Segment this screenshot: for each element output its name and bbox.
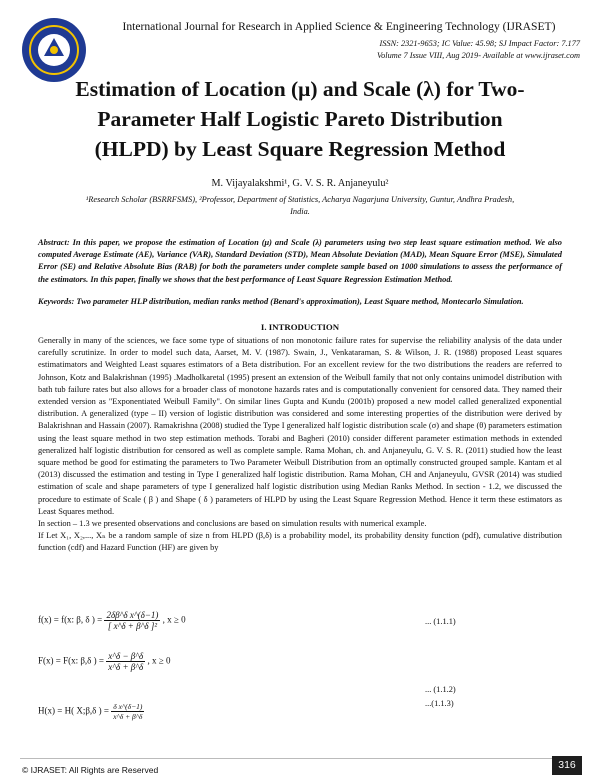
pdf-fraction xyxy=(104,610,160,631)
keywords xyxy=(38,296,562,308)
affiliation-line: India. xyxy=(290,207,310,216)
pdf-equation xyxy=(38,610,186,631)
body-paragraph: Generally in many of the sciences, we face some type of situations of non monotonic failure rates for supervise the reliability analysis of the data under carefully scrutinize. In order to model such data, Aarset, M. V. (1987). Swain, J., Venkataraman, S. & Wilson, J. R. (1988) proposed Least squares estimatimators and Weighted Least squares estimators of a Beta distribution. For an excellent review for the two distributions the readers are referred to Johnson, Kotz and Balakrishnan (1995) .Madholkaretal (1995) present an extension of the Weibull family that not only contains unimodel distribution with bath tub failure rates but also allows for a broader class of monotone hazards rates and is computationally convenient for censored data. They named their extended version as "Exponentiated Weibull Family". On similar lines Gupta and Kundu (2001b) proposed a new model called generalized exponential distribution. A generalized (type – II) version of logistic distribution was considered and some interesting properties of the distribution were derived by Balakrishnan and Hassain (2007). Ramakrishna (2008) studied the Type I generalized half logistic distribution scale (σ) and shape (θ) parameters estimation using the least square method in two step estimation methods. Torabi and Bagheri (2010) consider different parameter estimation methods in extended generalized half logistic distribution for censored as well as complete sample. Rama Mohan, ch. and Anjaneyulu, G. V. S. R. (2011) studied how the least square method be good for estimating the parameters to Two Parameter Weibull Distribution from an optimally constructed grouped sample. Kantam et al (2013) discussed the estimation and testing in Type I generalized half logistic distribution. Rama Mohan, CH and Anjaneyulu, GVSR (2014) was studied estimation of scale and shape parameters of type I generalized half logistic distribution using Median Ranks Method. In section - 1.2, we discussed the procedure to estimate of Scale ( β ) and Shape ( δ ) parameters of HLPD by using the Least Square Regression Method. Hence it term these estimators as Least Squares method. xyxy=(38,336,562,516)
paper-title xyxy=(30,74,570,164)
copyright: © IJRASET: All Rights are Reserved xyxy=(22,765,159,775)
page-number: 316 xyxy=(552,756,582,775)
cdf-condition: , x ≥ 0 xyxy=(147,655,171,666)
journal-name: International Journal for Research in Applied Science & Engineering Technology (IJRASET) xyxy=(122,20,556,33)
cdf-denominator: x^δ + β^δ xyxy=(108,662,144,672)
pdf-denominator: [ x^δ + β^δ ]² xyxy=(107,621,158,631)
abstract-label: Abstract: xyxy=(38,238,70,247)
hf-denominator: x^δ + β^δ xyxy=(113,712,143,721)
title-line: (HLPD) by Least Square Regression Method xyxy=(94,137,506,161)
footer-divider xyxy=(20,758,580,759)
authors: M. Vijayalakshmi¹, G. V. S. R. Anjaneyulu² xyxy=(211,178,389,189)
affiliation-line: ¹Research Scholar (BSRRFSMS), ²Professor, Department of Statistics, Acharya Nagarjuna University, Guntur, Andhra Pradesh, xyxy=(85,195,515,204)
equation-number: ... (1.1.1) xyxy=(425,617,456,626)
body-text xyxy=(38,335,562,555)
hf-lhs: H(x) = H( X;β,δ ) = xyxy=(38,705,109,716)
pdf-lhs: f(x) = f(x: β, δ ) = xyxy=(38,614,103,625)
body-paragraph: If Let X₁, X₂,..., Xₙ be a random sample of size n from HLPD (β,δ) is a probability model, its probability density function (pdf), cumulative distribution function (cdf) and Hazard Function (HF) are given by xyxy=(38,531,562,553)
title-line: Estimation of Location (μ) and Scale (λ) for Two- xyxy=(75,77,525,101)
cdf-numerator: x^δ − β^δ xyxy=(108,651,144,661)
keywords-label: Keywords: xyxy=(38,297,75,306)
issn-line: ISSN: 2321-9653; IC Value: 45.98; SJ Impact Factor: 7.177 xyxy=(379,39,580,48)
equation-number: ...(1.1.3) xyxy=(425,699,454,708)
equation-number: ... (1.1.2) xyxy=(425,685,456,694)
cdf-lhs: F(x) = F(x: β,δ ) = xyxy=(38,655,104,666)
affiliation xyxy=(40,194,560,218)
abstract-text: In this paper, we propose the estimation of Location (μ) and Scale (λ) parameters using two step least square estimation method. We also computed Average Estimate (AE), Variance (VAR), Standard Deviation (STD), Mean Absolute Deviation (MAD), Mean Square Error (MSE), Simulated Error (SE) and Relative Absolute Bias (RAB) for both the parameters under complete sample based on 1000 simulations to assess the performance of the estimators. In this paper, finally we shows that the best performance of Least Square Regression Estimation Method. xyxy=(38,238,562,284)
hf-fraction xyxy=(111,702,144,721)
keywords-text: Two parameter HLP distribution, median ranks method (Benard's approximation), Least Square method, Montecarlo Simulation. xyxy=(76,297,524,306)
cdf-equation xyxy=(38,651,170,672)
hazard-equation xyxy=(38,702,144,721)
pdf-condition: , x ≥ 0 xyxy=(162,614,186,625)
body-paragraph: In section – 1.3 we presented observations and conclusions are based on simulation results with numerical example. xyxy=(38,519,427,529)
hf-numerator: δ x^(δ−1) xyxy=(111,702,144,712)
pdf-numerator: 2δβ^δ x^(δ−1) xyxy=(106,610,159,620)
title-line: Parameter Half Logistic Pareto Distribution xyxy=(97,107,503,131)
cdf-fraction xyxy=(106,651,145,672)
volume-line: Volume 7 Issue VIII, Aug 2019- Available at www.ijraset.com xyxy=(376,51,580,60)
abstract xyxy=(38,237,562,286)
section-heading: I. INTRODUCTION xyxy=(260,322,340,332)
